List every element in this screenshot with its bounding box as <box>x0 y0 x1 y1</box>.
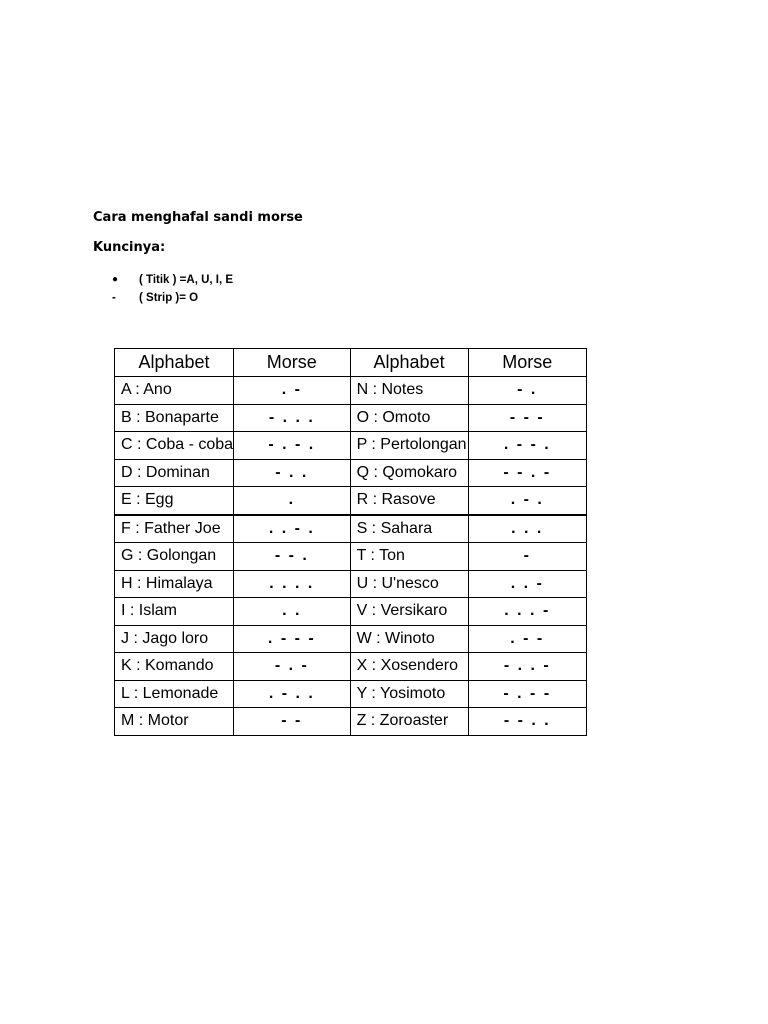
alphabet-cell: F : Father Joe <box>115 515 234 543</box>
alphabet-cell: U : U'nesco <box>350 570 468 598</box>
table-row <box>115 377 587 405</box>
table-row <box>115 543 587 571</box>
document-title: Cara menghafal sandi morse <box>93 210 303 225</box>
morse-code-cell: - . . - <box>468 653 586 681</box>
alphabet-cell: D : Dominan <box>115 459 234 487</box>
morse-code-cell: . - . <box>468 487 586 515</box>
table-row <box>115 680 587 708</box>
table-row <box>115 625 587 653</box>
morse-code-cell: - . . . <box>234 404 351 432</box>
table-row <box>115 404 587 432</box>
morse-code-cell: . - - - <box>234 625 351 653</box>
table-row <box>115 598 587 626</box>
morse-code-cell: - . - - <box>468 680 586 708</box>
alphabet-cell: O : Omoto <box>350 404 468 432</box>
morse-code-cell: . . . - <box>468 598 586 626</box>
key-heading: Kuncinya: <box>93 240 166 255</box>
alphabet-cell: C : Coba - coba <box>115 432 234 460</box>
morse-code-cell: - - <box>234 708 351 736</box>
alphabet-cell: X : Xosendero <box>350 653 468 681</box>
alphabet-cell: Y : Yosimoto <box>350 680 468 708</box>
morse-code-cell: . - - . <box>468 432 586 460</box>
table-body <box>115 377 587 736</box>
column-header: Alphabet <box>350 349 468 377</box>
morse-code-cell: . . - <box>468 570 586 598</box>
alphabet-cell: E : Egg <box>115 487 234 515</box>
alphabet-cell: Z : Zoroaster <box>350 708 468 736</box>
alphabet-cell: A : Ano <box>115 377 234 405</box>
alphabet-cell: N : Notes <box>350 377 468 405</box>
table-row <box>115 708 587 736</box>
key-item-text: ( Strip )= O <box>139 292 199 304</box>
morse-code-cell: - . . <box>234 459 351 487</box>
key-item-text: ( Titik ) =A, U, I, E <box>139 274 234 286</box>
table-row <box>115 459 587 487</box>
bullet-dash-icon: - <box>112 292 116 304</box>
morse-code-cell: - . - . <box>234 432 351 460</box>
table-row <box>115 515 587 543</box>
bullet-dot-icon: ● <box>112 274 119 285</box>
morse-code-cell: - <box>468 543 586 571</box>
morse-code-cell: . . - . <box>234 515 351 543</box>
alphabet-cell: M : Motor <box>115 708 234 736</box>
morse-code-cell: - - . <box>234 543 351 571</box>
morse-code-cell: . - - <box>468 625 586 653</box>
alphabet-cell: T : Ton <box>350 543 468 571</box>
alphabet-cell: P : Pertolongan <box>350 432 468 460</box>
morse-code-cell: - . <box>468 377 586 405</box>
morse-code-cell: . - . . <box>234 680 351 708</box>
alphabet-cell: W : Winoto <box>350 625 468 653</box>
table-row <box>115 653 587 681</box>
alphabet-cell: G : Golongan <box>115 543 234 571</box>
table-row <box>115 570 587 598</box>
column-header: Alphabet <box>115 349 234 377</box>
morse-code-cell: - - . . <box>468 708 586 736</box>
morse-code-cell: - - . - <box>468 459 586 487</box>
morse-code-cell: - - - <box>468 404 586 432</box>
morse-code-cell: . - <box>234 377 351 405</box>
column-header: Morse <box>468 349 586 377</box>
morse-code-cell: - . - <box>234 653 351 681</box>
table-row <box>115 432 587 460</box>
alphabet-cell: V : Versikaro <box>350 598 468 626</box>
alphabet-cell: K : Komando <box>115 653 234 681</box>
alphabet-cell: R : Rasove <box>350 487 468 515</box>
alphabet-cell: B : Bonaparte <box>115 404 234 432</box>
column-header: Morse <box>234 349 351 377</box>
alphabet-cell: H : Himalaya <box>115 570 234 598</box>
morse-code-cell: . <box>234 487 351 515</box>
morse-code-cell: . . <box>234 598 351 626</box>
morse-code-cell: . . . <box>468 515 586 543</box>
alphabet-cell: L : Lemonade <box>115 680 234 708</box>
morse-code-cell: . . . . <box>234 570 351 598</box>
table-row <box>115 487 587 515</box>
table-header-row <box>115 349 587 377</box>
alphabet-cell: J : Jago loro <box>115 625 234 653</box>
alphabet-cell: Q : Qomokaro <box>350 459 468 487</box>
morse-code-table <box>114 348 587 736</box>
alphabet-cell: S : Sahara <box>350 515 468 543</box>
alphabet-cell: I : Islam <box>115 598 234 626</box>
